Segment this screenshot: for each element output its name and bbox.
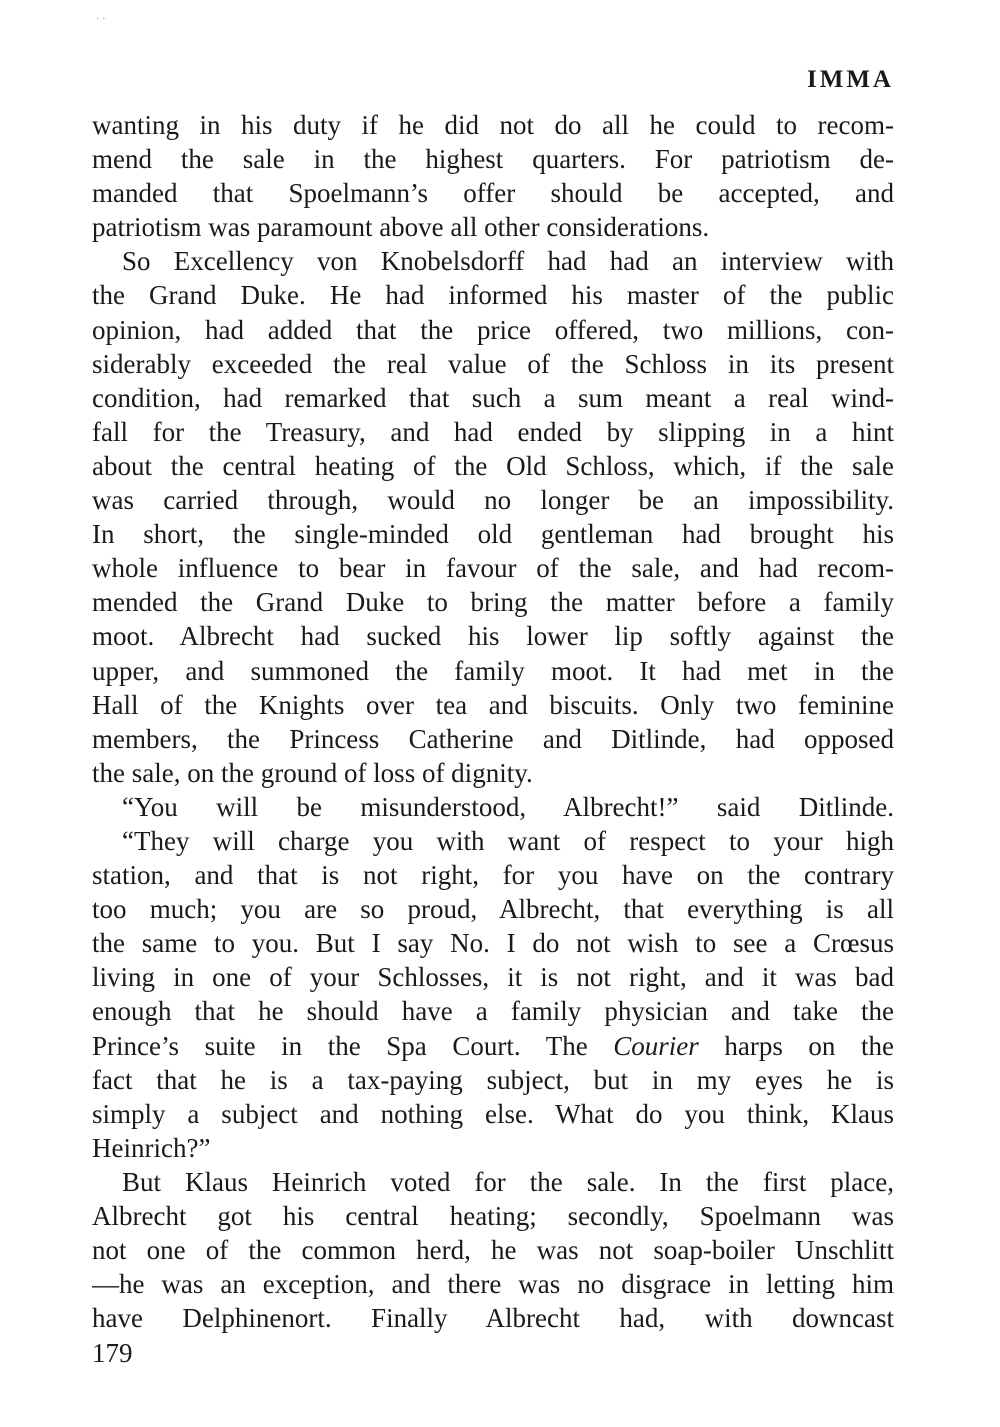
text-line: [92, 1301, 894, 1335]
text-segment: mend the sale in the highest quarters. For patriotism de-: [92, 144, 894, 175]
text-line: [92, 1199, 894, 1233]
text-segment: whole influence to bear in favour of the sale, and had recom-: [92, 553, 894, 584]
text-line: [92, 892, 894, 926]
text-segment: living in one of your Schlosses, it is not right, and it was bad: [92, 962, 894, 993]
text-line: [92, 244, 894, 278]
text-segment: —he was an exception, and there was no disgrace in letting him: [92, 1269, 894, 1300]
text-line: [92, 278, 894, 312]
text-line: [92, 483, 894, 517]
text-line: [92, 415, 894, 449]
body-text: [92, 108, 894, 1335]
text-line: [92, 654, 894, 688]
text-line: [92, 449, 894, 483]
text-segment: “They will charge you with want of respect to your high: [122, 825, 894, 856]
text-segment: condition, had remarked that such a sum meant a real wind-: [92, 382, 894, 413]
text-line: [92, 756, 894, 790]
text-segment: fall for the Treasury, and had ended by slipping in a hint: [92, 416, 894, 447]
text-segment: members, the Princess Catherine and Ditlinde, had opposed: [92, 723, 894, 754]
text-line: [92, 994, 894, 1028]
text-segment: Prince’s suite in the Spa Court. The: [92, 1030, 614, 1061]
text-line: [92, 688, 894, 722]
text-line: [92, 1131, 894, 1165]
page-number: 179: [92, 1338, 133, 1368]
running-title: IMMA: [807, 66, 894, 93]
text-segment: opinion, had added that the price offered, two millions, con-: [92, 314, 894, 345]
text-segment: too much; you are so proud, Albrecht, that everything is all: [92, 894, 894, 925]
text-line: [92, 858, 894, 892]
text-segment: harps on the: [698, 1030, 894, 1061]
text-line: [92, 1029, 894, 1063]
text-line: [92, 142, 894, 176]
text-segment: “You will be misunderstood, Albrecht!” said Ditlinde.: [122, 791, 894, 822]
text-segment: But Klaus Heinrich voted for the sale. In the first place,: [122, 1166, 894, 1197]
text-line: [92, 1097, 894, 1131]
text-segment: simply a subject and nothing else. What do you think, Klaus: [92, 1098, 894, 1129]
text-segment: upper, and summoned the family moot. It had met in the: [92, 655, 894, 686]
text-segment: fact that he is a tax-paying subject, but in my eyes he is: [92, 1064, 894, 1095]
text-segment: manded that Spoelmann’s offer should be accepted, and: [92, 178, 894, 209]
text-line: [92, 1165, 894, 1199]
text-line: [92, 1063, 894, 1097]
text-segment: was carried through, would no longer be an impossibility.: [92, 485, 894, 516]
text-line: [92, 585, 894, 619]
text-segment: Albrecht got his central heating; secondly, Spoelmann was: [92, 1201, 894, 1231]
text-segment: In short, the single-minded old gentleman had brought his: [92, 519, 894, 550]
text-segment: Hall of the Knights over tea and biscuits. Only two feminine: [92, 689, 894, 720]
text-line: [92, 1267, 894, 1301]
scan-speck: · ·: [96, 14, 106, 25]
text-line: [92, 619, 894, 653]
text-line: [92, 926, 894, 960]
text-line: [92, 517, 894, 551]
text-segment: moot. Albrecht had sucked his lower lip softly against the: [92, 621, 894, 652]
text-line: [92, 551, 894, 585]
text-line: [92, 1233, 894, 1267]
text-segment: So Excellency von Knobelsdorff had had an interview with: [122, 246, 894, 277]
text-segment: the sale, on the ground of loss of dignity.: [92, 757, 533, 788]
text-segment: the same to you. But I say No. I do not wish to see a Crœsus: [92, 928, 894, 959]
text-segment: wanting in his duty if he did not do all he could to recom-: [92, 110, 894, 140]
italic-title: Courier: [613, 1030, 699, 1061]
text-segment: enough that he should have a family physician and take the: [92, 996, 894, 1027]
text-line: [92, 722, 894, 756]
text-segment: about the central heating of the Old Schloss, which, if the sale: [92, 450, 894, 481]
text-line: [92, 210, 894, 244]
text-line: [92, 824, 894, 858]
text-line: [92, 176, 894, 210]
text-segment: patriotism was paramount above all other considerations.: [92, 212, 710, 243]
text-line: [92, 313, 894, 347]
text-segment: siderably exceeded the real value of the Schloss in its present: [92, 348, 894, 379]
text-line: [92, 108, 894, 142]
text-segment: mended the Grand Duke to bring the matter before a family: [92, 587, 894, 618]
text-segment: not one of the common herd, he was not soap-boiler Unschlitt: [92, 1235, 894, 1266]
text-segment: station, and that is not right, for you have on the contrary: [92, 860, 894, 891]
text-line: [92, 381, 894, 415]
text-segment: the Grand Duke. He had informed his master of the public: [92, 280, 894, 311]
text-line: [92, 960, 894, 994]
text-line: [92, 347, 894, 381]
text-segment: Heinrich?”: [92, 1132, 211, 1163]
text-segment: have Delphinenort. Finally Albrecht had, with downcast: [92, 1303, 894, 1334]
text-line: [92, 790, 894, 824]
